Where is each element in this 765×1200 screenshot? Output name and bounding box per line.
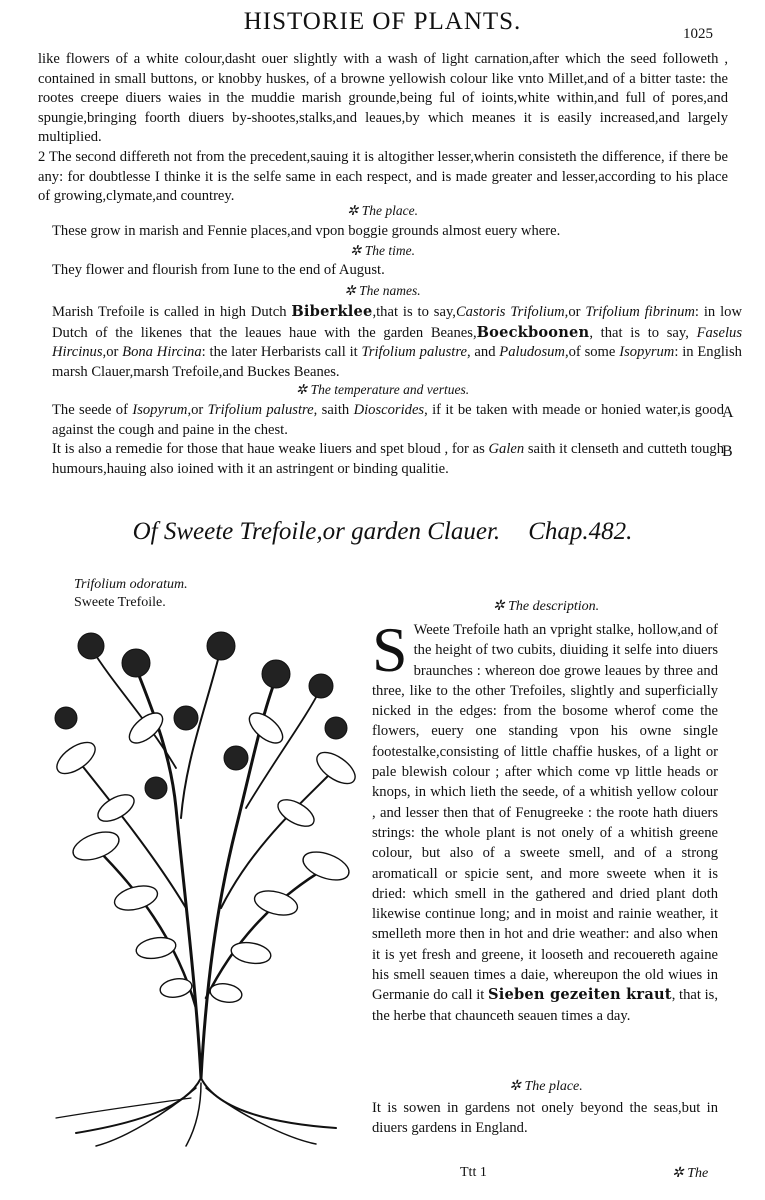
figure-latin-name: Trifolium odoratum. [74, 577, 188, 592]
catchword: ✲ The [672, 1166, 709, 1181]
chapter-name: Of Sweete Trefoile,or garden Clauer. [132, 518, 501, 545]
figure-caption [74, 576, 188, 612]
vertues-paragraph [38, 401, 724, 479]
description-paragraph: S Weete Trefoile hath an vpright stalke, hollow,and of the height of two cubits, diuiding it selfe into diuers braunches : whereon doe growe leaues by three and three, like to the other Trefoiles, slightly and superficially nicked in the edges: from the bosome wherof come the flowers, euery one standing vpon his owne single footestalke,consisting of little chaffie huskes, of a light or pale blewish colour ; after which come vp little heads or knops, in which lieth the seede, of a whitish yellow colour , and lesser then that of Fenugreeke : the roote hath diuers strings: the whole plant is not onely of a whitish greene colour, but also of a sweete smell, and of a strong aromaticall or spicie sent, and more sweete when it is dried: which smell in the gathered and dried plant doth likewise continue long; and in moist and rainie weather, it smelleth more then in hot and drie weather: and also when it is yet fresh and greene, it looseth and recouereth againe his smell seauen times a daie, whereupon the old wiues in Germanie do call it Sieben gezeiten kraut, that is, the herbe that chaunceth seauen times a day. [372, 614, 718, 1024]
section-heading-names: ✲ The names. [344, 283, 421, 298]
time-paragraph [38, 261, 742, 281]
section-heading-time: ✲ The time. [350, 243, 415, 258]
names-paragraph [38, 302, 742, 382]
section-heading-vertues: ✲ The temperature and vertues. [295, 382, 470, 397]
drop-cap: S [372, 614, 408, 685]
running-title: HISTORIE OF PLANTS. [243, 8, 522, 35]
time-text: They flower and flourish from Iune to the end of August. [52, 262, 385, 278]
chapter-number: Chap.482. [528, 518, 633, 545]
description-item-2: 2 The second differeth not from the precedent,sauing it is altogither lesser,wherin consisteth the difference, if there be any: for doubtlesse I thinke it is the selfe same in each respect, and is made greater and lesser,according to his place of growing,clymate,and countrey. [38, 148, 728, 205]
sweete-trefoile-woodcut [36, 608, 358, 1148]
page-number: 1025 [683, 26, 713, 42]
margin-letter-b: B [722, 443, 733, 460]
figure-english-name: Sweete Trefoile. [74, 595, 166, 610]
place-2-paragraph: It is sowen in gardens not onely beyond the seas,but in diuers gardens in England. [372, 1100, 718, 1136]
vertue-b-text: It is also a remedie for those that haue weake liuers and spet bloud , for as Galen saith it clenseth and cutteth tough humours,hauing also ioined with it an astringent or binding qualitie. [52, 441, 724, 477]
section-heading-description: ✲ The description. [492, 599, 600, 614]
section-heading-place-2: ✲ The place. [509, 1079, 583, 1094]
names-text: Marish Trefoile is called in high Dutch Biberklee,that is to say,Castoris Trifolium,or Trifolium fibrinum: in low Dutch of the likenes that the leaues haue with the garden Beanes,Boeckboonen, that is to say, Faselus Hircinus,or Bona Hircina: the later Herbarists call it Trifolium palustre, and Paludosum,of some Isopyrum: in English marsh Clauer,marsh Trefoile,and Buckes Beanes. [52, 303, 742, 380]
place-text: These grow in marish and Fennie places,and vpon boggie grounds almost euery where. [52, 223, 561, 239]
chapter-title [0, 518, 765, 546]
vertue-a-text: The seede of Isopyrum,or Trifolium palustre, saith Dioscorides, if it be taken with meade or honied water,is good against the cough and paine in the chest. [52, 402, 724, 438]
description-paragraph: like flowers of a white colour,dasht ouer slightly with a wash of light carnation,after which the seed followeth , contained in small buttons, or knobby huskes, of a browne yellowish colour like vnto Millet,and of a bitter taste: the rootes creepe diuers waies in the muddie marish grounde,being ful of ioints,white within,and full of pores,and spungie,bringing foorth diuers by-shootes,stalks,and leaues,by which meanes it is easily increased,and largely multiplied. [38, 51, 728, 146]
running-head [0, 8, 765, 44]
margin-letter-a: A [722, 404, 734, 421]
signature-mark: Ttt 1 [460, 1165, 487, 1180]
preceding-description [38, 50, 728, 207]
section-heading-place: ✲ The place. [347, 203, 418, 218]
place-paragraph [38, 222, 742, 242]
